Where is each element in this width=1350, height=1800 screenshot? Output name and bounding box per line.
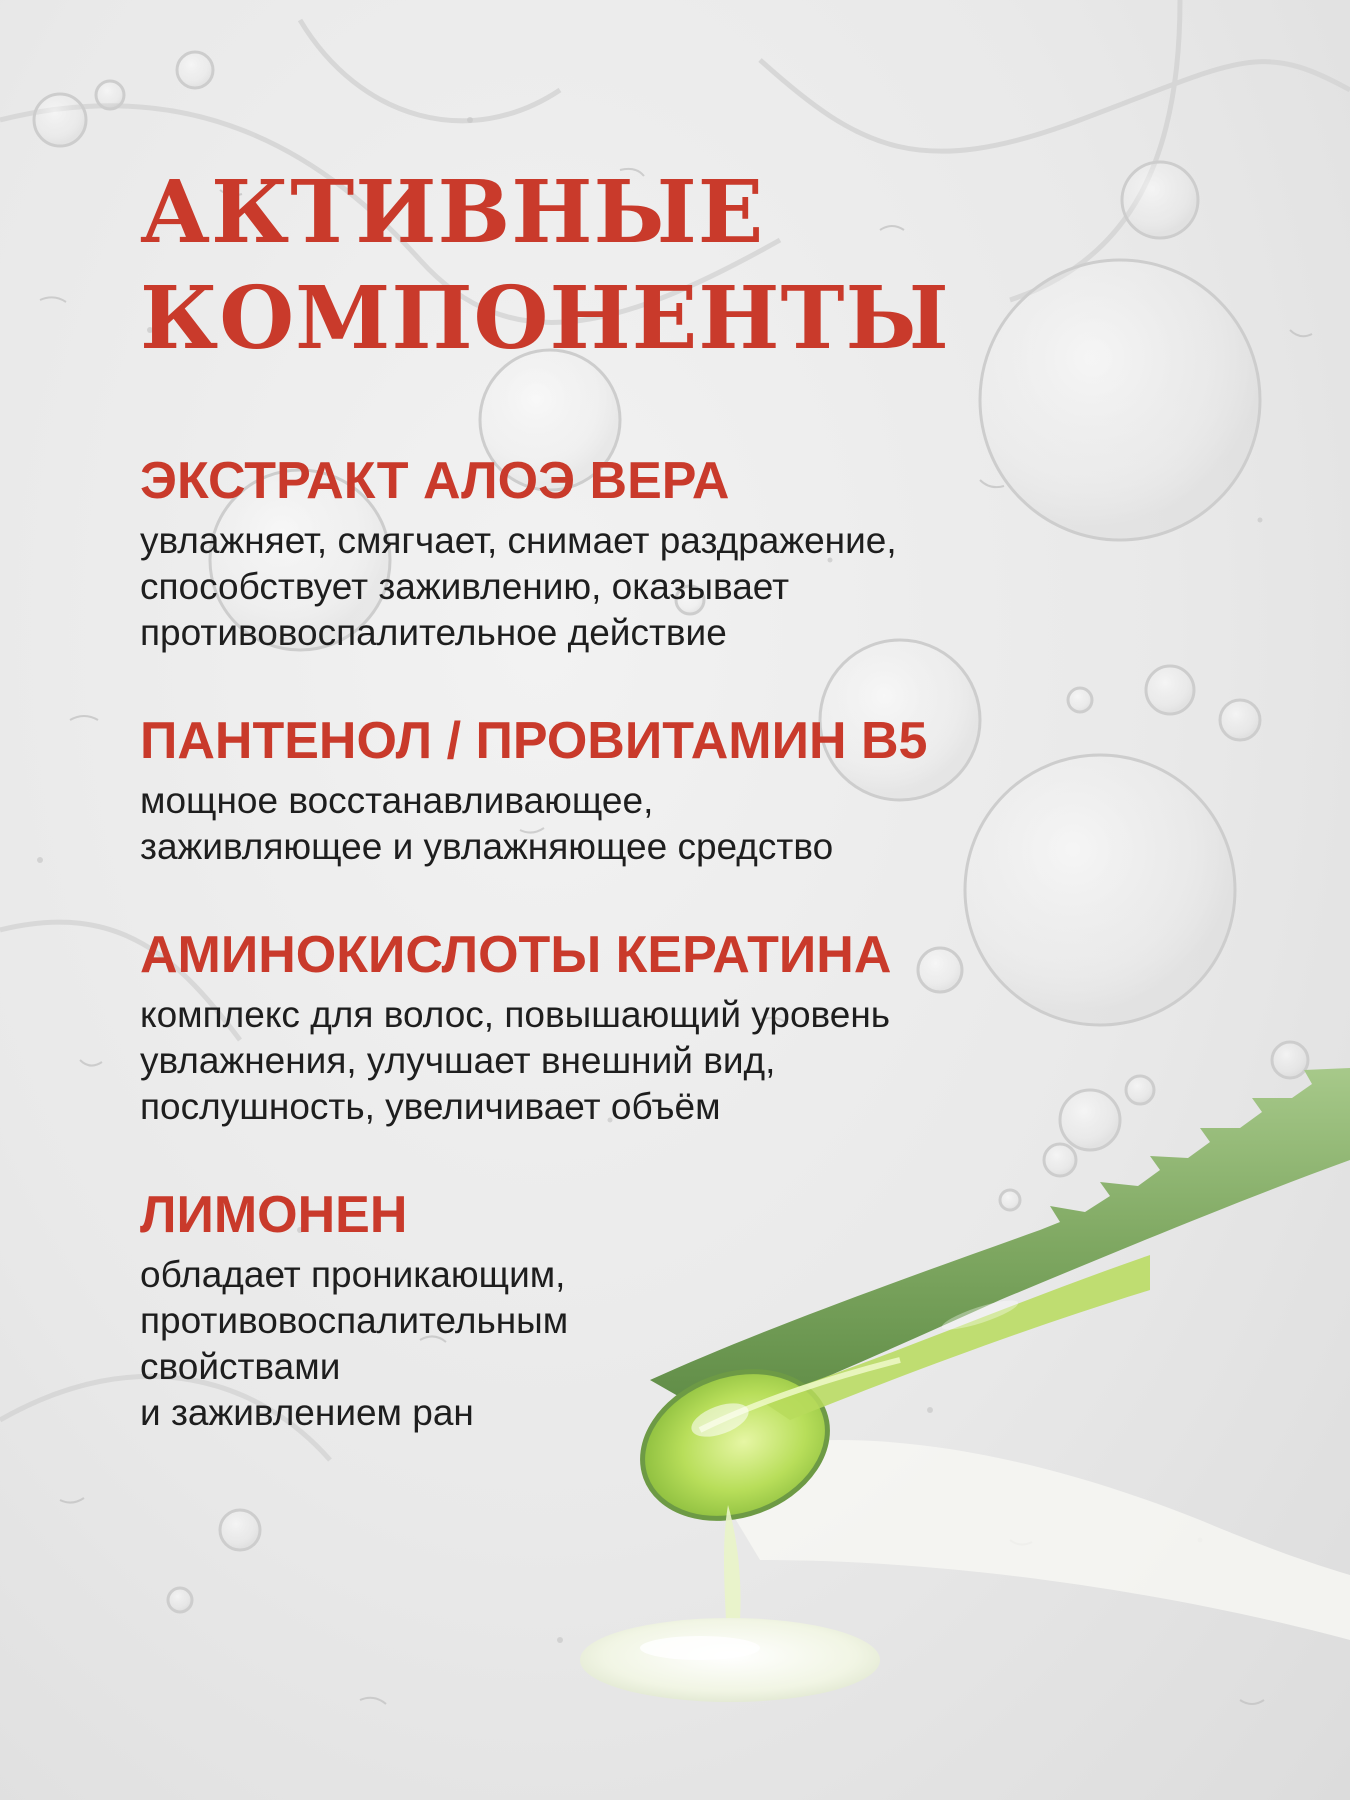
description-line: мощное восстанавливающее, — [140, 780, 654, 821]
description-line: комплекс для волос, повышающий уровень — [140, 994, 891, 1035]
page-title-line-2: КОМПОНЕНТЫ — [140, 268, 950, 369]
description-line: противовоспалительным — [140, 1300, 569, 1341]
description-line: увлажнения, улучшает внешний вид, — [140, 1040, 776, 1081]
component-description — [140, 1252, 660, 1436]
main-content — [140, 160, 1080, 1490]
component-name: ЭКСТРАКТ АЛОЭ ВЕРА — [140, 452, 730, 510]
description-line: послушность, увеличивает объём — [140, 1086, 721, 1127]
description-line: способствует заживлению, оказывает — [140, 566, 790, 607]
component-keratin-amino-acids — [140, 924, 1080, 1130]
aloe-gel-pool — [580, 1618, 880, 1702]
component-description — [140, 778, 1080, 870]
aloe-gel-drip — [724, 1505, 741, 1635]
description-line: и заживлением ран — [140, 1392, 474, 1433]
description-line: заживляющее и увлажняющее средство — [140, 826, 834, 867]
component-limonene — [140, 1184, 1080, 1436]
component-name: ПАНТЕНОЛ / ПРОВИТАМИН В5 — [140, 712, 928, 770]
component-name: АМИНОКИСЛОТЫ КЕРАТИНА — [140, 926, 892, 984]
component-panthenol — [140, 710, 1080, 870]
description-line: противовоспалительное действие — [140, 612, 727, 653]
component-description — [140, 518, 1080, 656]
component-description — [140, 992, 1080, 1130]
description-line: увлажняет, смягчает, снимает раздражение, — [140, 520, 897, 561]
page-title-line-1: АКТИВНЫЕ — [140, 162, 765, 263]
description-line: обладает проникающим, — [140, 1254, 566, 1295]
description-line: свойствами — [140, 1346, 341, 1387]
component-name: ЛИМОНЕН — [140, 1186, 408, 1244]
component-aloe-extract — [140, 450, 1080, 656]
page-title — [140, 160, 1080, 372]
